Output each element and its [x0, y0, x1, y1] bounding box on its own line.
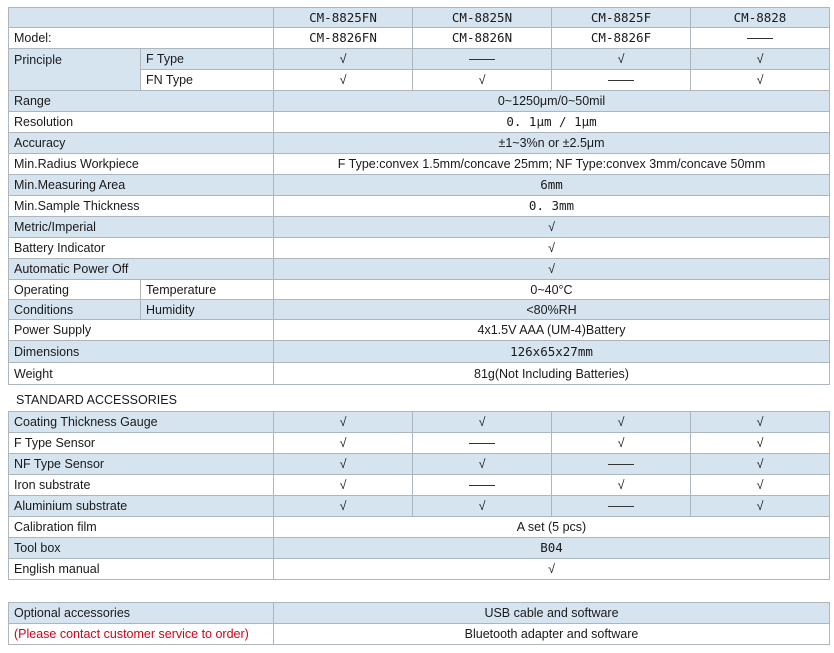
- resolution-value: 0. 1μm / 1μm: [274, 112, 830, 133]
- principle-fn-2: √: [413, 70, 552, 91]
- dimensions-value: 126x65x27mm: [274, 341, 830, 363]
- model-subheader-3: CM-8826F: [552, 28, 691, 49]
- min-thickness-value: 0. 3mm: [274, 196, 830, 217]
- none-mark: [608, 80, 634, 81]
- range-value: 0~1250μm/0~50mil: [274, 91, 830, 112]
- temperature-label: Temperature: [141, 280, 274, 300]
- principle-f-4: √: [691, 49, 830, 70]
- model-subheader-4: [691, 28, 830, 49]
- gauge-4: √: [691, 412, 830, 433]
- aluminium-substrate-label: Aluminium substrate: [9, 496, 274, 517]
- aluminium-3: [552, 496, 691, 517]
- principle-f-1: √: [274, 49, 413, 70]
- model-label-top: [9, 8, 274, 28]
- english-manual-label: English manual: [9, 559, 274, 580]
- weight-value: 81g(Not Including Batteries): [274, 363, 830, 385]
- min-thickness-label: Min.Sample Thickness: [9, 196, 274, 217]
- nf-sensor-label: NF Type Sensor: [9, 454, 274, 475]
- iron-4: √: [691, 475, 830, 496]
- accuracy-value: ±1~3%n or ±2.5μm: [274, 133, 830, 154]
- range-label: Range: [9, 91, 274, 112]
- weight-label: Weight: [9, 363, 274, 385]
- conditions-label: Conditions: [9, 300, 141, 320]
- nf-sensor-4: √: [691, 454, 830, 475]
- temperature-value: 0~40°C: [274, 280, 830, 300]
- power-supply-value: 4x1.5V AAA (UM-4)Battery: [274, 320, 830, 341]
- auto-power-off-value: √: [274, 259, 830, 280]
- accuracy-label: Accuracy: [9, 133, 274, 154]
- model-label: Model:: [9, 28, 274, 49]
- none-mark: [469, 59, 495, 60]
- optional-accessories-label: Optional accessories: [9, 603, 274, 624]
- gauge-label: Coating Thickness Gauge: [9, 412, 274, 433]
- usb-cable-value: USB cable and software: [274, 603, 830, 624]
- humidity-value: <80%RH: [274, 300, 830, 320]
- model-header-4: CM-8828: [691, 8, 830, 28]
- f-type-label: F Type: [141, 49, 274, 70]
- f-sensor-2: [413, 433, 552, 454]
- english-manual-value: √: [274, 559, 830, 580]
- nf-sensor-3: [552, 454, 691, 475]
- dimensions-label: Dimensions: [9, 341, 274, 363]
- aluminium-2: √: [413, 496, 552, 517]
- standard-accessories-heading: STANDARD ACCESSORIES: [16, 393, 177, 407]
- calibration-film-value: A set (5 pcs): [274, 517, 830, 538]
- principle-fn-3: [552, 70, 691, 91]
- model-header-1: CM-8825FN: [274, 8, 413, 28]
- resolution-label: Resolution: [9, 112, 274, 133]
- fn-type-label: FN Type: [141, 70, 274, 91]
- optional-accessories-table: [8, 602, 830, 645]
- metric-value: √: [274, 217, 830, 238]
- battery-indicator-label: Battery Indicator: [9, 238, 274, 259]
- none-mark: [469, 443, 495, 444]
- principle-f-3: √: [552, 49, 691, 70]
- model-subheader-2: CM-8826N: [413, 28, 552, 49]
- operating-label: Operating: [9, 280, 141, 300]
- min-radius-value: F Type:convex 1.5mm/concave 25mm; NF Type:convex 3mm/concave 50mm: [274, 154, 830, 175]
- aluminium-1: √: [274, 496, 413, 517]
- gauge-2: √: [413, 412, 552, 433]
- model-header-2: CM-8825N: [413, 8, 552, 28]
- power-supply-label: Power Supply: [9, 320, 274, 341]
- nf-sensor-1: √: [274, 454, 413, 475]
- model-header-3: CM-8825F: [552, 8, 691, 28]
- iron-substrate-label: Iron substrate: [9, 475, 274, 496]
- min-area-value: 6mm: [274, 175, 830, 196]
- tool-box-value: B04: [274, 538, 830, 559]
- f-sensor-3: √: [552, 433, 691, 454]
- calibration-film-label: Calibration film: [9, 517, 274, 538]
- none-mark: [608, 464, 634, 465]
- gauge-3: √: [552, 412, 691, 433]
- spec-table: [8, 7, 830, 385]
- gauge-1: √: [274, 412, 413, 433]
- aluminium-4: √: [691, 496, 830, 517]
- none-mark: [469, 485, 495, 486]
- iron-2: [413, 475, 552, 496]
- principle-label: Principle: [9, 49, 141, 91]
- iron-1: √: [274, 475, 413, 496]
- none-mark: [608, 506, 634, 507]
- min-area-label: Min.Measuring Area: [9, 175, 274, 196]
- contact-service-note: (Please contact customer service to order): [9, 624, 274, 645]
- min-radius-label: Min.Radius Workpiece: [9, 154, 274, 175]
- battery-indicator-value: √: [274, 238, 830, 259]
- bluetooth-adapter-value: Bluetooth adapter and software: [274, 624, 830, 645]
- f-sensor-4: √: [691, 433, 830, 454]
- metric-label: Metric/Imperial: [9, 217, 274, 238]
- auto-power-off-label: Automatic Power Off: [9, 259, 274, 280]
- tool-box-label: Tool box: [9, 538, 274, 559]
- none-mark: [747, 38, 773, 39]
- principle-f-2: [413, 49, 552, 70]
- principle-fn-1: √: [274, 70, 413, 91]
- principle-fn-4: √: [691, 70, 830, 91]
- model-subheader-1: CM-8826FN: [274, 28, 413, 49]
- nf-sensor-2: √: [413, 454, 552, 475]
- f-sensor-label: F Type Sensor: [9, 433, 274, 454]
- f-sensor-1: √: [274, 433, 413, 454]
- accessories-table: [8, 411, 830, 580]
- iron-3: √: [552, 475, 691, 496]
- humidity-label: Humidity: [141, 300, 274, 320]
